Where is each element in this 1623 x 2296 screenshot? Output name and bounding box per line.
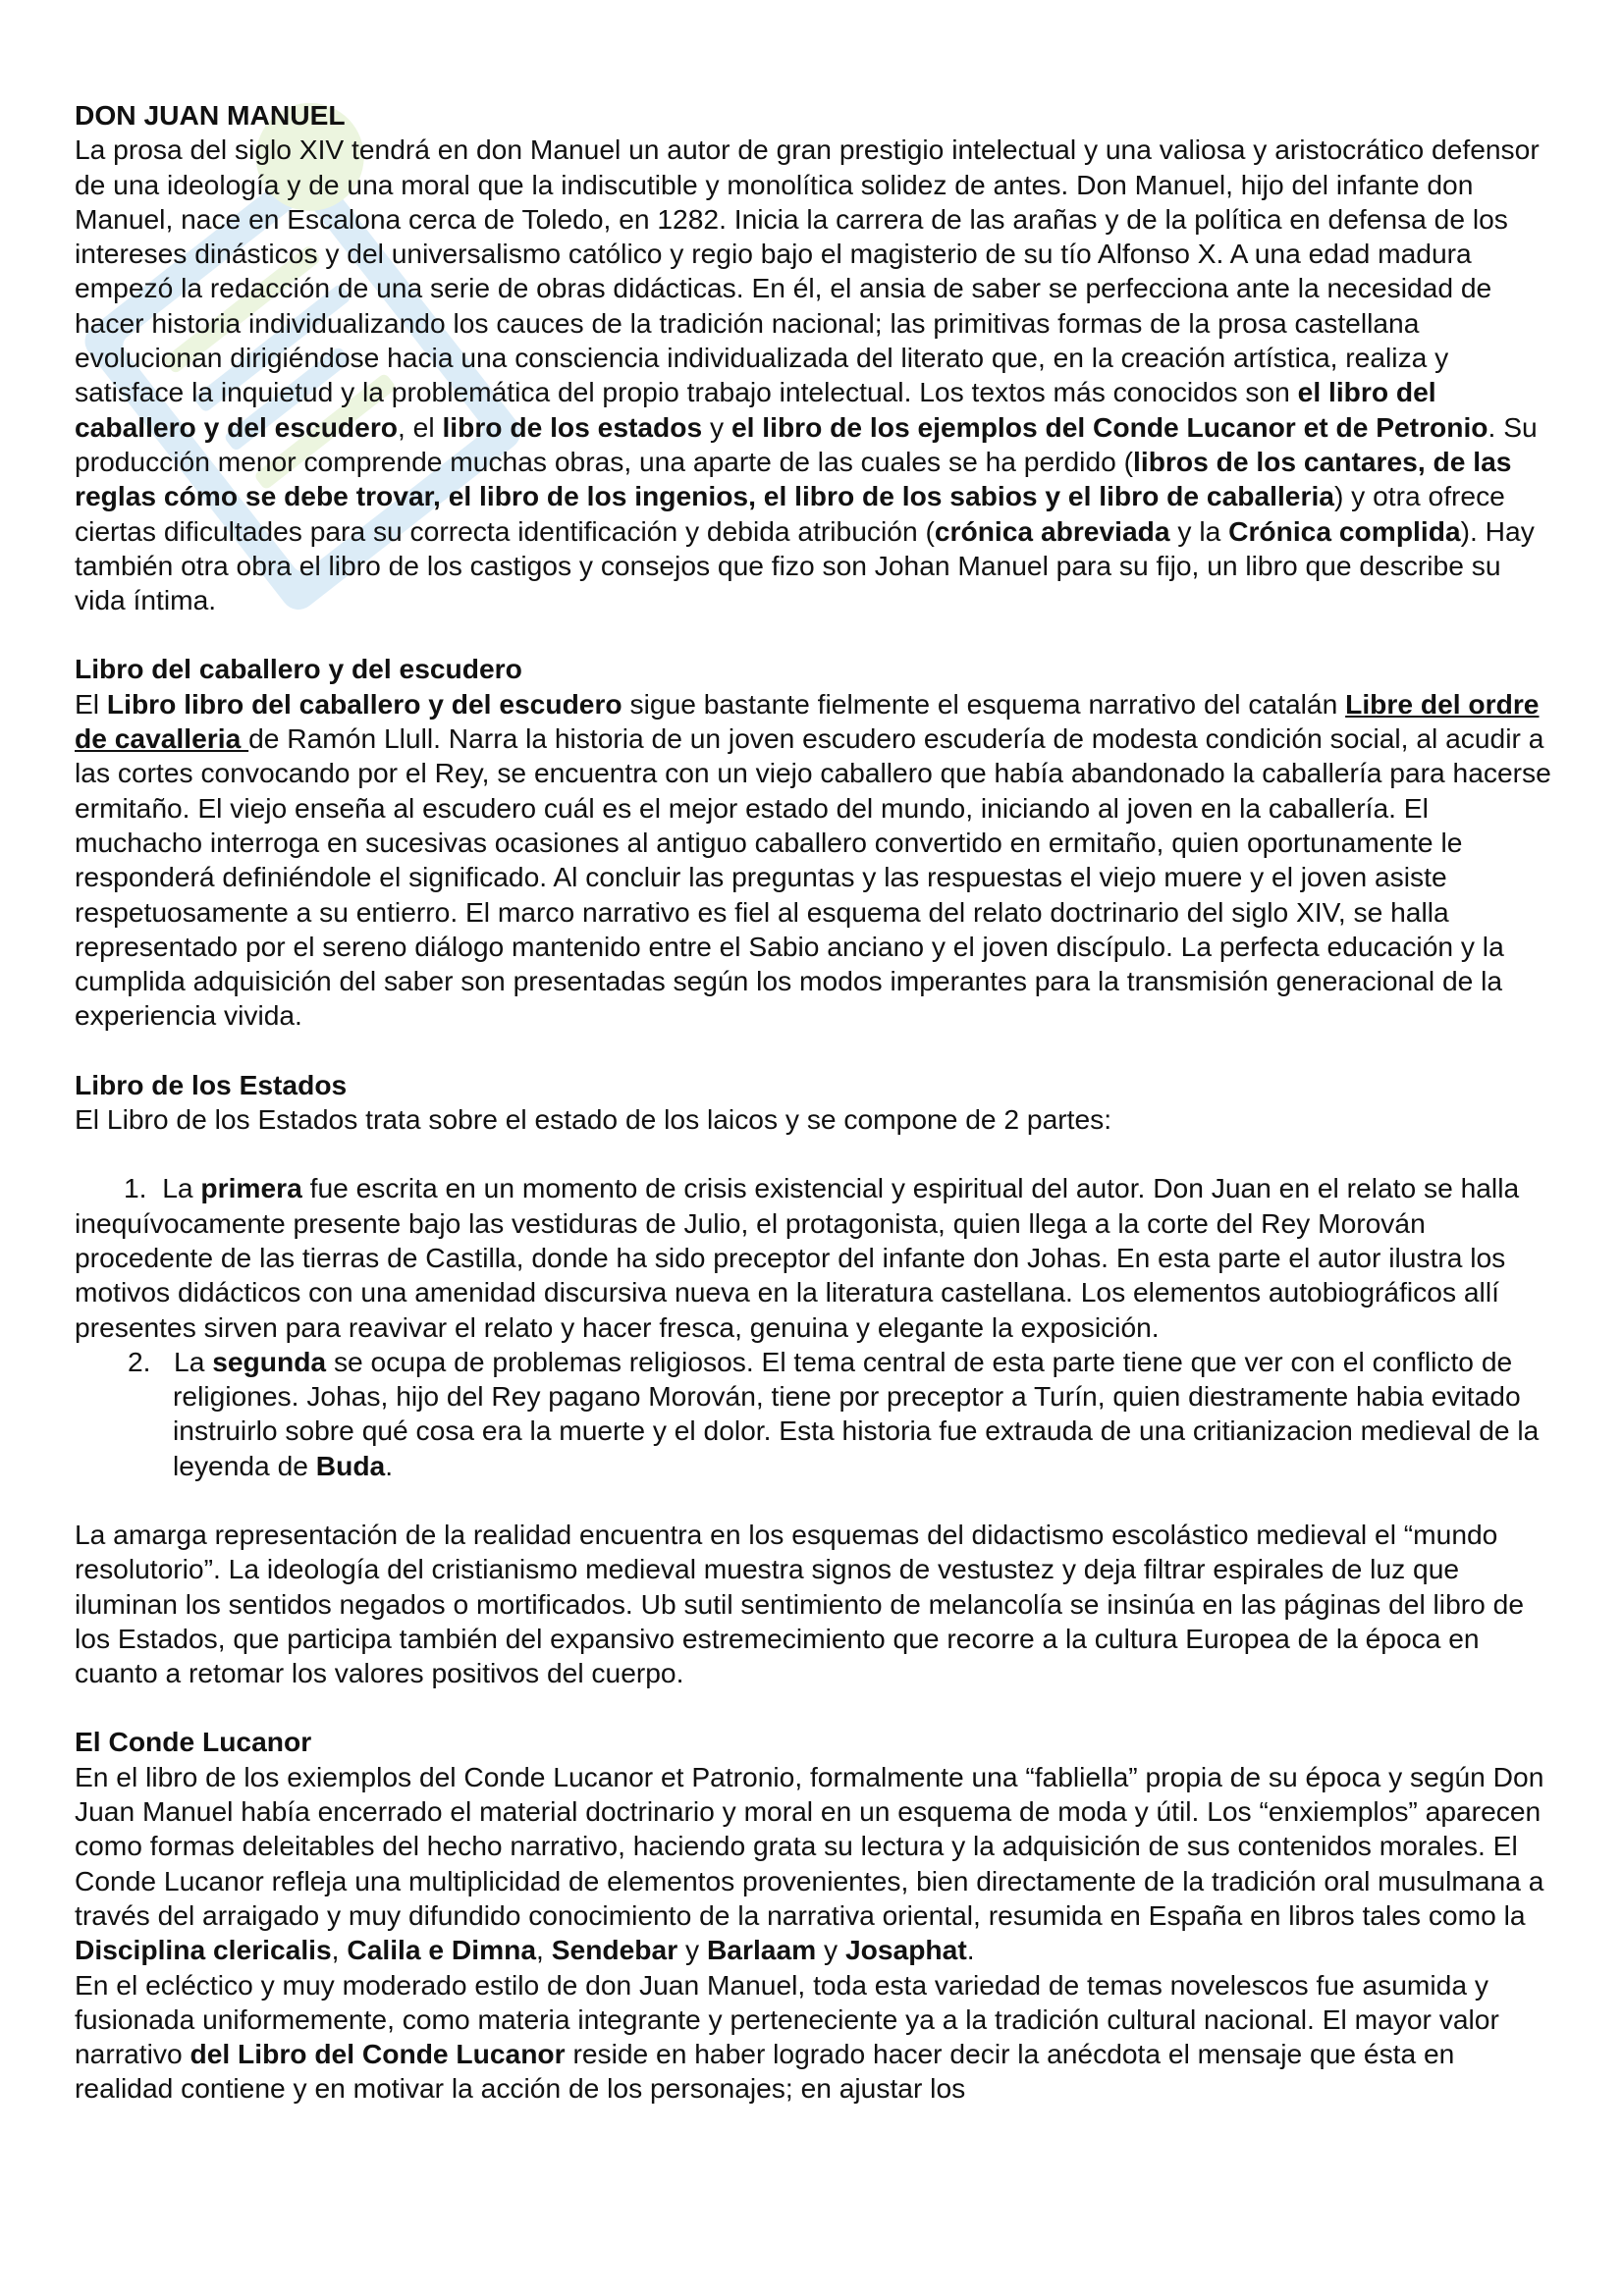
lucanor-paragraph-1: En el libro de los exiemplos del Conde Lucanor et Patronio, formalmente una “fabliella” propia de su época y según Don Juan Manuel había encerrado el material doctrinario y moral en un esquema de moda y útil. Los “enxiemplos” aparecen como formas deleitables del hecho narrativo, haciendo grata su lectura y la adquisición de sus contenidos morales. El Conde Lucanor refleja una multiplicidad de elementos provenientes, bien directamente de la tradición oral musulmana a través del arraigado y muy difundido conocimiento de la narrativa oriental, resumida en España en libros tales como la Disciplina clericalis, Calila e Dimna, Sendebar y Barlaam y Josaphat. bbox=[75, 1760, 1544, 1966]
section-title-lucanor: El Conde Lucanor bbox=[75, 1726, 312, 1758]
lucanor-paragraph-2: En el ecléctico y muy moderado estilo de don Juan Manuel, toda esta variedad de temas novelescos fue asumida y fusionada uniformemente, como materia integrante y perteneciente ya a la tradición cultural nacional. El mayor valor narrativo del Libro del Conde Lucanor reside en haber logrado hacer decir la anécdota el mensaje que ésta en realidad contiene y en motivar la acción de los personajes; en ajustar los bbox=[75, 1968, 1499, 2105]
document-page bbox=[75, 98, 1557, 2107]
estados-closing-paragraph: La amarga representación de la realidad encuentra en los esquemas del didactismo escolástico medieval el “mundo resolutorio”. La ideología del cristianismo medieval muestra signos de vestustez y deja filtrar espirales de luz que iluminan los sentidos negados o mortificados. Ub sutil sentimiento de melancolía se insinúa en las páginas del libro de los Estados, que participa también del expansivo estremecimiento que recorre a la cultura Europea de la época en cuanto a retomar los valores positivos del cuerpo. bbox=[75, 1518, 1524, 1689]
list-item-primera: 1. La primera fue escrita en un momento de crisis existencial y espiritual del autor. Don Juan en el relato se halla inequívocamente presente bajo las vestiduras de Julio, el protagonista, quien llega a la corte del Rey Morován procedente de las tierras de Castilla, donde ha sido preceptor del infante don Johas. En esta parte el autor ilustra los motivos didácticos con una amenidad discursiva nueva en la literatura castellana. Los elementos autobiográficos allí presentes sirven para reavivar el relato y hacer fresca, genuina y elegante la exposición. bbox=[75, 1172, 1520, 1343]
estados-parts-list bbox=[75, 1171, 1557, 1483]
libre-ordre-cavalleria-title: Libre del ordre de cavalleria bbox=[75, 687, 1540, 755]
section-title-don-juan-manuel: DON JUAN MANUEL bbox=[75, 99, 346, 131]
section-title-estados: Libro de los Estados bbox=[75, 1068, 348, 1100]
caballero-paragraph: El Libro libro del caballero y del escudero sigue bastante fielmente el esquema narrativo del catalán Libre del ordre de cavalleria de Ramón Llull. Narra la historia de un joven escudero escudería de modesta condición social, al acudir a las cortes convocando por el Rey, se encuentra con un viejo caballero que había abandonado la caballería para hacerse ermitaño. El viejo enseña al escudero cuál es el mejor estado del mundo, iniciando al joven en la caballería. El muchacho interroga en sucesivas ocasiones al antiguo caballero convertido en ermitaño, quien oportunamente le responderá definiéndole el significado. Al concluir las preguntas y las respuestas el viejo muere y el joven asiste respetuosamente a su entierro. El marco narrativo es fiel al esquema del relato doctrinario del siglo XIV, se halla representado por el sereno diálogo mantenido entre el Sabio anciano y el joven discípulo. La perfecta educación y la cumplida adquisición del saber son presentadas según los modos imperantes para la transmisión generacional de la experiencia vivida. bbox=[75, 687, 1551, 1032]
intro-paragraph: La prosa del siglo XIV tendrá en don Manuel un autor de gran prestigio intelectual y una valiosa y aristocrático defensor de una ideología y de una moral que la indiscutible y monolítica solidez de antes. Don Manuel, hijo del infante don Manuel, nace en Escalona cerca de Toledo, en 1282. Inicia la carrera de las arañas y de la política en defensa de los intereses dinásticos y del universalismo católico y regio bajo el magisterio de su tío Alfonso X. A una edad madura empezó la redacción de una serie de obras didácticas. En él, el ansia de saber se perfecciona ante la necesidad de hacer historia individualizando los cauces de la tradición nacional; las primitivas formas de la prosa castellana evolucionan dirigiéndose hacia una consciencia individualizada del literato que, en la creación artística, realiza y satisface la inquietud y la problemática del propio trabajo intelectual. Los textos más conocidos son el libro del caballero y del escudero, el libro de los estados y el libro de los ejemplos del Conde Lucanor et de Petronio. Su producción menor comprende muchas obras, una aparte de las cuales se ha perdido (libros de los cantares, de las reglas cómo se debe trovar, el libro de los ingenios, el libro de los sabios y el libro de caballeria) y otra ofrece ciertas dificultades para su correcta identificación y debida atribución (crónica abreviada y la Crónica complida). Hay también otra obra el libro de los castigos y consejos que fizo son Johan Manuel para su fijo, un libro que describe su vida íntima. bbox=[75, 133, 1540, 616]
estados-intro: El Libro de los Estados trata sobre el estado de los laicos y se compone de 2 partes: bbox=[75, 1103, 1112, 1136]
section-title-caballero: Libro del caballero y del escudero bbox=[75, 653, 522, 685]
list-item-segunda: 2. La segunda se ocupa de problemas religiosos. El tema central de esta parte tiene que ver con el conflicto de religiones. Johas, hijo del Rey pagano Morován, tiene por preceptor a Turín, quien diestramente habia evitado instruirlo sobre qué cosa era la muerte y el dolor. Esta historia fue extrauda de una critianizacion medieval de la leyenda de Buda. bbox=[128, 1345, 1540, 1481]
